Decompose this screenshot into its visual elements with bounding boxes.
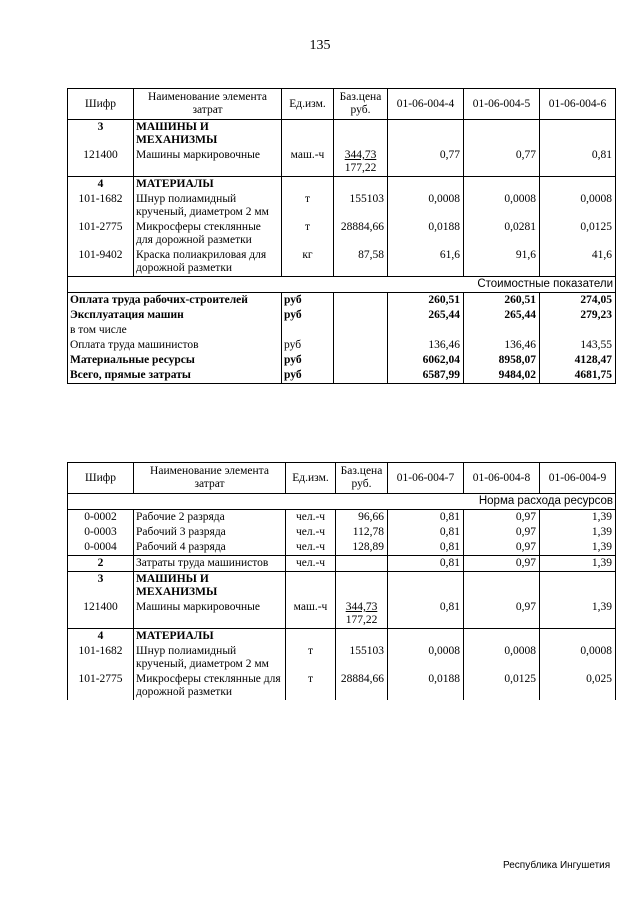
row-value-3: 0,81: [540, 148, 616, 177]
summary-row: [68, 338, 616, 353]
row-value-2: 0,77: [464, 148, 540, 177]
col-header-2: 01-06-004-8: [464, 463, 540, 494]
row-value-1: 61,6: [388, 248, 464, 277]
row-name: Рабочий 4 разряда: [134, 540, 286, 556]
row-code: 0-0003: [68, 525, 134, 540]
row-unit: чел.-ч: [286, 510, 336, 526]
row-value-2: 0,97: [464, 525, 540, 540]
row-code: 101-1682: [68, 192, 134, 220]
row-price: 155103: [334, 192, 388, 220]
table-row: [68, 192, 616, 220]
summary-name: Эксплуатация машин: [68, 308, 282, 323]
summary-value-3: 4681,75: [540, 368, 616, 384]
summary-value-3: [540, 323, 616, 338]
row-name: Микросферы стеклянные для дорожной разметки: [134, 220, 282, 248]
table-header-row: [68, 89, 616, 120]
row-value-2: 0,97: [464, 556, 540, 572]
row-unit: чел.-ч: [286, 540, 336, 556]
summary-name: Оплата труда машинистов: [68, 338, 282, 353]
row-value-1: 0,81: [388, 540, 464, 556]
summary-value-1: [388, 323, 464, 338]
row-value-2: 0,0008: [464, 644, 540, 672]
section-row: [68, 120, 616, 149]
row-value-2: 0,0008: [464, 192, 540, 220]
col-header-name: Наименование элемента затрат: [134, 463, 286, 494]
col-header-3: 01-06-004-6: [540, 89, 616, 120]
row-code: 101-2775: [68, 672, 134, 700]
price-secondary: 177,22: [345, 614, 378, 626]
row-price: 96,66: [336, 510, 388, 526]
row-code: 121400: [68, 600, 134, 629]
summary-value-2: 136,46: [464, 338, 540, 353]
row-price: 155103: [336, 644, 388, 672]
row-value-1: 0,81: [388, 556, 464, 572]
section-caption-row: [68, 277, 616, 293]
summary-value-1: 6062,04: [388, 353, 464, 368]
row-value-3: 1,39: [540, 600, 616, 629]
row-code: 4: [68, 177, 134, 193]
row-name: Шнур полиамидный крученый, диаметром 2 мм: [134, 644, 286, 672]
resource-table-1: [67, 88, 616, 384]
summary-value-3: 274,05: [540, 293, 616, 309]
row-unit: маш.-ч: [282, 148, 334, 177]
summary-value-3: 4128,47: [540, 353, 616, 368]
row-name: Машины маркировочные: [134, 148, 282, 177]
row-name: Микросферы стеклянные для дорожной разметки: [134, 672, 286, 700]
row-code: 121400: [68, 148, 134, 177]
table-row: [68, 540, 616, 556]
col-header-2: 01-06-004-5: [464, 89, 540, 120]
row-name: МАШИНЫ И МЕХАНИЗМЫ: [134, 120, 282, 149]
summary-name: Материальные ресурсы: [68, 353, 282, 368]
price-secondary: 177,22: [344, 162, 377, 174]
summary-row: [68, 293, 616, 309]
summary-value-1: 136,46: [388, 338, 464, 353]
table-row: [68, 248, 616, 277]
row-name: Рабочие 2 разряда: [134, 510, 286, 526]
row-value-1: 0,77: [388, 148, 464, 177]
row-value-2: 0,97: [464, 510, 540, 526]
row-value-3: 0,025: [540, 672, 616, 700]
footer-region: Республика Ингушетия: [503, 860, 611, 871]
summary-value-2: 260,51: [464, 293, 540, 309]
col-header-price: Баз.цена руб.: [336, 463, 388, 494]
row-name: Затраты труда машинистов: [134, 556, 286, 572]
summary-row: [68, 368, 616, 384]
row-code: 101-1682: [68, 644, 134, 672]
row-value-1: 0,81: [388, 600, 464, 629]
row-value-2: 0,0281: [464, 220, 540, 248]
row-unit: чел.-ч: [286, 525, 336, 540]
row-price: [336, 556, 388, 572]
row-code: 4: [68, 629, 134, 645]
row-code: 101-2775: [68, 220, 134, 248]
table-row: [68, 220, 616, 248]
summary-row: [68, 323, 616, 338]
row-name: МАТЕРИАЛЫ: [134, 177, 282, 193]
row-name: Шнур полиамидный крученый, диаметром 2 мм: [134, 192, 282, 220]
row-name: Машины маркировочные: [134, 600, 286, 629]
row-price: 28884,66: [334, 220, 388, 248]
row-value-2: 0,97: [464, 600, 540, 629]
row-value-3: 0,0125: [540, 220, 616, 248]
row-price: 128,89: [336, 540, 388, 556]
price-value: 344,73: [345, 601, 378, 613]
summary-unit: [282, 323, 334, 338]
summary-name: в том числе: [68, 323, 282, 338]
resource-table-2: [67, 462, 616, 700]
row-name: МАШИНЫ И МЕХАНИЗМЫ: [134, 572, 286, 601]
row-value-1: 0,81: [388, 510, 464, 526]
row-name: МАТЕРИАЛЫ: [134, 629, 286, 645]
row-price: [334, 148, 388, 177]
col-header-1: 01-06-004-4: [388, 89, 464, 120]
summary-value-1: 6587,99: [388, 368, 464, 384]
row-price: [336, 600, 388, 629]
summary-value-3: 143,55: [540, 338, 616, 353]
summary-name: Всего, прямые затраты: [68, 368, 282, 384]
row-code: 0-0002: [68, 510, 134, 526]
row-value-2: 0,97: [464, 540, 540, 556]
resource-norm-caption: Норма расхода ресурсов: [68, 494, 616, 510]
col-header-unit: Ед.изм.: [286, 463, 336, 494]
row-value-3: 1,39: [540, 525, 616, 540]
row-price: 87,58: [334, 248, 388, 277]
table-row: [68, 644, 616, 672]
summary-unit: руб: [282, 338, 334, 353]
row-code: 2: [68, 556, 134, 572]
summary-name: Оплата труда рабочих-строителей: [68, 293, 282, 309]
row-value-3: 1,39: [540, 556, 616, 572]
row-code: 3: [68, 572, 134, 601]
summary-value-1: 260,51: [388, 293, 464, 309]
row-price: 28884,66: [336, 672, 388, 700]
row-unit: т: [286, 672, 336, 700]
col-header-price: Баз.цена руб.: [334, 89, 388, 120]
row-unit: т: [282, 220, 334, 248]
table-row: [68, 600, 616, 629]
row-unit: т: [282, 192, 334, 220]
col-header-3: 01-06-004-9: [540, 463, 616, 494]
section-row: [68, 629, 616, 645]
row-value-3: 1,39: [540, 510, 616, 526]
summary-value-2: [464, 323, 540, 338]
row-value-3: 41,6: [540, 248, 616, 277]
row-unit: кг: [282, 248, 334, 277]
cost-indicators-caption: Стоимостные показатели: [68, 277, 616, 293]
table-header-row: [68, 463, 616, 494]
row-value-1: 0,0188: [388, 672, 464, 700]
row-name: Краска полиакриловая для дорожной разметки: [134, 248, 282, 277]
section-row: [68, 572, 616, 601]
row-unit: чел.-ч: [286, 556, 336, 572]
row-value-3: 0,0008: [540, 644, 616, 672]
section-row: [68, 177, 616, 193]
row-unit: маш.-ч: [286, 600, 336, 629]
col-header-code: Шифр: [68, 463, 134, 494]
row-value-3: 1,39: [540, 540, 616, 556]
row-value-3: 0,0008: [540, 192, 616, 220]
col-header-name: Наименование элемента затрат: [134, 89, 282, 120]
row-value-2: 91,6: [464, 248, 540, 277]
row-value-1: 0,0008: [388, 192, 464, 220]
summary-value-2: 8958,07: [464, 353, 540, 368]
table-row: [68, 672, 616, 700]
table-row: [68, 556, 616, 572]
row-value-2: 0,0125: [464, 672, 540, 700]
summary-value-3: 279,23: [540, 308, 616, 323]
col-header-1: 01-06-004-7: [388, 463, 464, 494]
row-value-1: 0,0008: [388, 644, 464, 672]
summary-unit: руб: [282, 293, 334, 309]
table-row: [68, 148, 616, 177]
summary-unit: руб: [282, 353, 334, 368]
row-code: 101-9402: [68, 248, 134, 277]
summary-value-1: 265,44: [388, 308, 464, 323]
row-value-1: 0,0188: [388, 220, 464, 248]
table-row: [68, 525, 616, 540]
page-number: 135: [309, 38, 331, 53]
col-header-code: Шифр: [68, 89, 134, 120]
section-caption-row: [68, 494, 616, 510]
summary-row: [68, 353, 616, 368]
row-price: 112,78: [336, 525, 388, 540]
table-row: [68, 510, 616, 526]
row-code: 3: [68, 120, 134, 149]
summary-row: [68, 308, 616, 323]
row-name: Рабочий 3 разряда: [134, 525, 286, 540]
summary-value-2: 9484,02: [464, 368, 540, 384]
summary-unit: руб: [282, 308, 334, 323]
row-code: 0-0004: [68, 540, 134, 556]
summary-value-2: 265,44: [464, 308, 540, 323]
summary-unit: руб: [282, 368, 334, 384]
row-value-1: 0,81: [388, 525, 464, 540]
row-unit: т: [286, 644, 336, 672]
col-header-unit: Ед.изм.: [282, 89, 334, 120]
price-value: 344,73: [344, 149, 377, 161]
